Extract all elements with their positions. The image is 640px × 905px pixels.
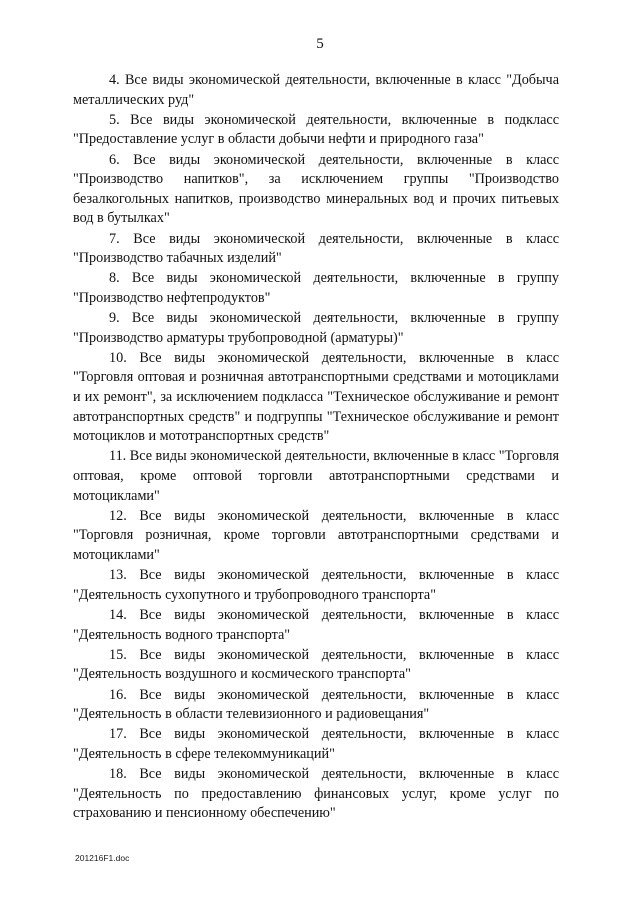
list-item: 9. Все виды экономической деятельности, включенные в группу "Производство арматуры трубопроводной (арматуры)": [73, 310, 559, 346]
list-item: 7. Все виды экономической деятельности, включенные в класс "Производство табачных изделий": [73, 230, 559, 267]
list-item: 4. Все виды экономической деятельности, включенные в класс "Добыча металлических руд": [73, 72, 559, 108]
list-item: 14. Все виды экономической деятельности, включенные в класс "Деятельность водного транспорта": [73, 606, 559, 643]
page-number: 5: [316, 36, 324, 52]
list-item: 5. Все виды экономической деятельности, включенные в подкласс "Предоставление услуг в области добычи нефти и природного газа": [73, 111, 559, 148]
list-item: 8. Все виды экономической деятельности, включенные в группу "Производство нефтепродуктов": [73, 270, 559, 306]
list-item: 13. Все виды экономической деятельности, включенные в класс "Деятельность сухопутного и трубопроводного транспорта": [73, 567, 559, 603]
list-item: 15. Все виды экономической деятельности, включенные в класс "Деятельность воздушного и космического транспорта": [73, 646, 559, 683]
list-item: 18. Все виды экономической деятельности, включенные в класс "Деятельность по предоставлению финансовых услуг, кроме услуг по страхованию и пенсионному обеспечению": [73, 766, 559, 822]
file-name-footer: 201216F1.doc: [75, 853, 130, 863]
list-item: 10. Все виды экономической деятельности, включенные в класс "Торговля оптовая и розничная автотранспортными средствами и мотоциклами и их ремонт", за исключением подкласса "Техническое обслуживание и ремонт автотранспортных средств" и подгруппы "Техническое обслуживание и ремонт мотоциклов и мототранспортных средств": [73, 349, 559, 445]
list-item: 17. Все виды экономической деятельности, включенные в класс "Деятельность в сфере телекоммуникаций": [73, 726, 559, 762]
list-item: 12. Все виды экономической деятельности, включенные в класс "Торговля розничная, кроме торговли автотранспортными средствами и мотоциклами": [73, 507, 559, 563]
list-item: 16. Все виды экономической деятельности, включенные в класс "Деятельность в области телевизионного и радиовещания": [73, 686, 559, 723]
document-body: [73, 71, 559, 824]
list-item: 11. Все виды экономической деятельности, включенные в класс "Торговля оптовая, кроме оптовой торговли автотранспортными средствами и мотоциклами": [73, 448, 559, 504]
list-item: 6. Все виды экономической деятельности, включенные в класс "Производство напитков", за исключением группы "Производство безалкогольных напитков, производство минеральных вод и прочих питьевых вод в бутылках": [73, 151, 559, 227]
